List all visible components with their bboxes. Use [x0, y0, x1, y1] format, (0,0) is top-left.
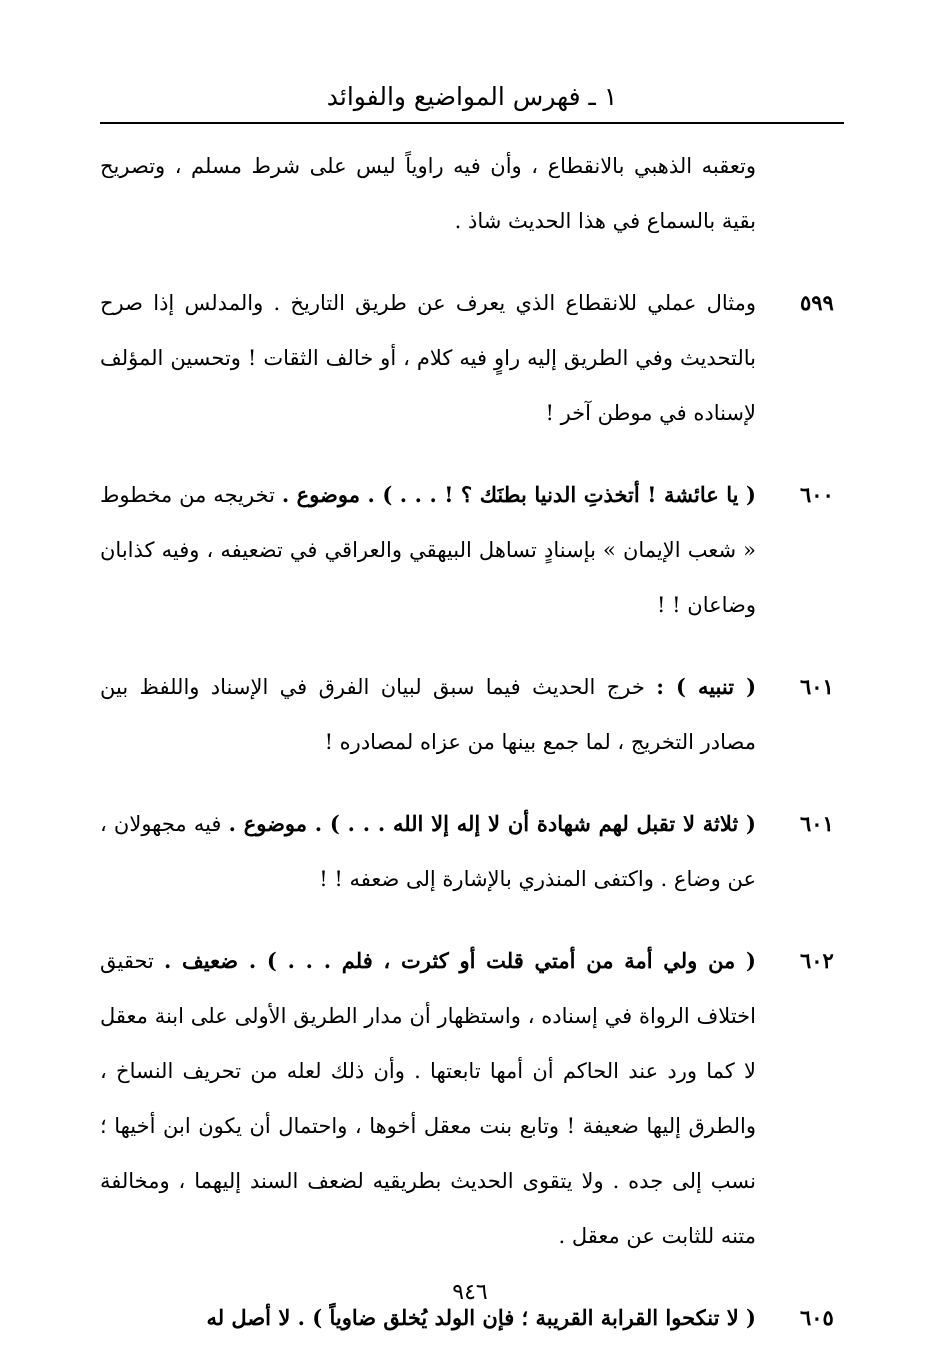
entry-text: ومثال عملي للانقطاع الذي يعرف عن طريق التاريخ . والمدلس إذا صرح بالتحديث وفي الطريق إليه راوٍ فيه كلام ، أو خالف الثقات ! وتحسين المؤلف لإسناده في موطن آخر !	[100, 291, 756, 425]
page-title: ١ ـ فهرس المواضيع والفوائد	[326, 82, 618, 111]
header-rule	[100, 122, 844, 124]
entry-bold-text: ( يا عائشة ! أتخذتِ الدنيا بطنَك ؟ ! . . . ) . موضوع .	[281, 482, 756, 507]
page-number: ٩٤٦	[452, 1280, 488, 1305]
entry-600	[100, 467, 844, 633]
entry-599	[100, 275, 844, 441]
entry-text: تحقيق اختلاف الرواة في إسناده ، واستظهار أن مدار الطريق الأولى على ابنة معقل لا كما ورد عند الحاكم أن أمها تابعتها . وأن ذلك لعله من تحريف النساخ ، والطرق إليها ضعيفة ! وتابع بنت معقل أخوها ، واحتمال أن يكون ابن أخيها ؛ نسب إلى جده . ولا يتقوى الحديث بطريقيه لضعف السند إليهما ، ومخالفة متنه للثابت عن معقل .	[100, 949, 756, 1248]
entry-number: ٦٠٥	[800, 1305, 834, 1330]
entry-text: فيه مجهولان ، عن وضاع . واكتفى المنذري بالإشارة إلى ضعفه ! !	[100, 812, 756, 891]
entry-body	[100, 138, 756, 249]
entry-continuation	[100, 138, 844, 249]
entry-body	[100, 796, 756, 907]
entry-body	[100, 275, 756, 441]
entry-body	[100, 659, 756, 770]
entry-601	[100, 796, 844, 907]
entry-number: ٦٠٢	[800, 948, 834, 973]
entry-bold-text: ( ثلاثة لا تقبل لهم شهادة أن لا إله إلا الله . . . ) . موضوع .	[228, 811, 756, 836]
entry-bold-text: ( تنبيه ) :	[656, 674, 757, 699]
entry-602	[100, 933, 844, 1264]
entry-bold-text: ( من ولي أمة من أمتي قلت أو كثرت ، فلم . . . ) . ضعيف .	[164, 948, 756, 973]
entry-body	[100, 467, 756, 633]
entry-601-note	[100, 659, 844, 770]
entry-text: تخريجه من مخطوط « شعب الإيمان » بإسنادٍ تساهل البيهقي والعراقي في تضعيفه ، وفيه كذابان وضاعان ! !	[100, 483, 756, 617]
page-header	[100, 72, 844, 124]
entry-number: ٥٩٩	[800, 290, 834, 315]
entry-number: ٦٠١	[800, 811, 834, 836]
entry-text: خرج الحديث فيما سبق لبيان الفرق في الإسناد واللفظ بين مصادر التخريج ، لما جمع بينها من عزاه لمصادره !	[100, 675, 756, 754]
entry-bold-text: ( لا تنكحوا القرابة القريبة ؛ فإن الولد يُخلق ضاوياً ) . لا أصل له	[206, 1305, 756, 1330]
entry-body	[100, 933, 756, 1264]
entry-number: ٦٠١	[800, 674, 834, 699]
entry-number: ٦٠٠	[800, 482, 834, 507]
entry-text: وتعقبه الذهبي بالانقطاع ، وأن فيه راوياً ليس على شرط مسلم ، وتصريح بقية بالسماع في هذا الحديث شاذ .	[100, 154, 756, 233]
entry-list	[100, 138, 844, 1372]
